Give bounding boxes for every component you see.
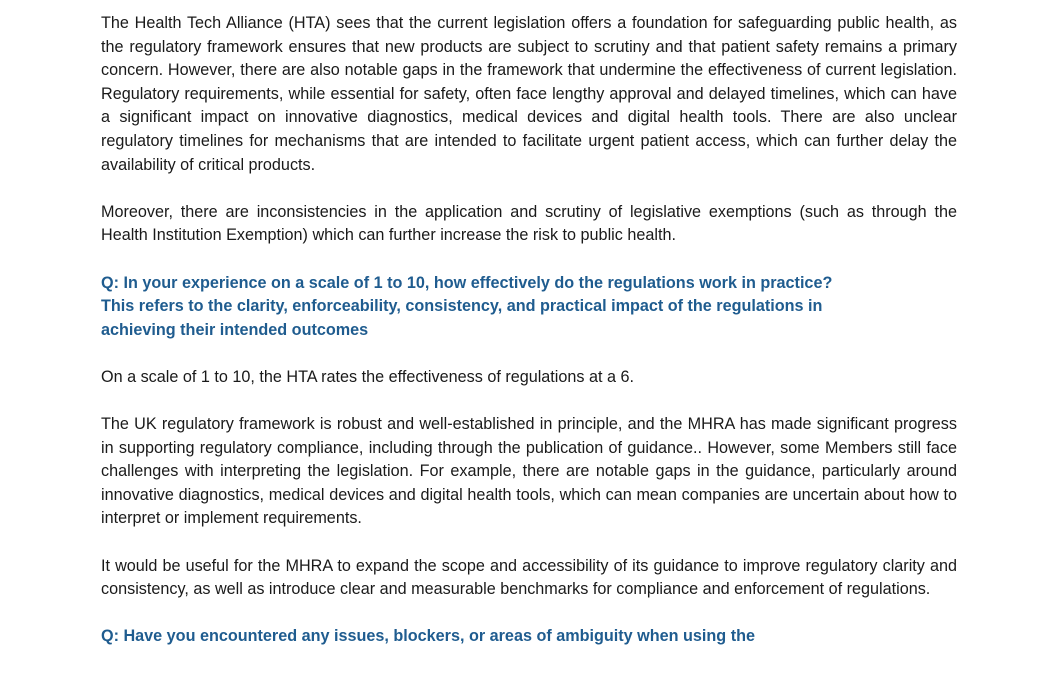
question-issues-blockers: Q: Have you encountered any issues, blockers, or areas of ambiguity when using the — [101, 627, 755, 646]
question-effectiveness-scale: Q: In your experience on a scale of 1 to 10, how effectively do the regulations work in practice? This refers to the clarity, enforceability, consistency, and practical impact of the regulations in achieving their intended outcomes — [101, 273, 833, 339]
paragraph-exemptions: Moreover, there are inconsistencies in the application and scrutiny of legislative exemptions (such as through the Health Institution Exemption) which can further increase the risk to public health. — [101, 202, 957, 245]
paragraph-hta-legislation-view: The Health Tech Alliance (HTA) sees that the current legislation offers a foundation for safeguarding public health, as the regulatory framework ensures that new products are subject to scrutiny and that patient safety remains a primary concern. However, there are also notable gaps in the framework that undermine the effectiveness of current legislation. Regulatory requirements, while essential for safety, often face lengthy approval and delayed timelines, which can have a significant impact on innovative diagnostics, medical devices and digital health tools. There are also unclear regulatory timelines for mechanisms that are intended to facilitate urgent patient access, which can further delay the availability of critical products. — [101, 14, 957, 174]
paragraph-uk-framework: The UK regulatory framework is robust and well-established in principle, and the MHRA has made significant progress in supporting regulatory compliance, including through the publication of guidance.. However, some Members still face challenges with interpreting the legislation. For example, there are notable gaps in the guidance, particularly around innovative diagnostics, medical devices and digital health tools, which can mean companies are uncertain about how to interpret or implement requirements. — [101, 415, 957, 528]
paragraph-mhra-guidance: It would be useful for the MHRA to expand the scope and accessibility of its guidance to improve regulatory clarity and consistency, as well as introduce clear and measurable benchmarks for compliance and enforcement of regulations. — [101, 556, 957, 599]
paragraph-rating: On a scale of 1 to 10, the HTA rates the effectiveness of regulations at a 6. — [101, 367, 635, 386]
document-page — [101, 12, 957, 673]
